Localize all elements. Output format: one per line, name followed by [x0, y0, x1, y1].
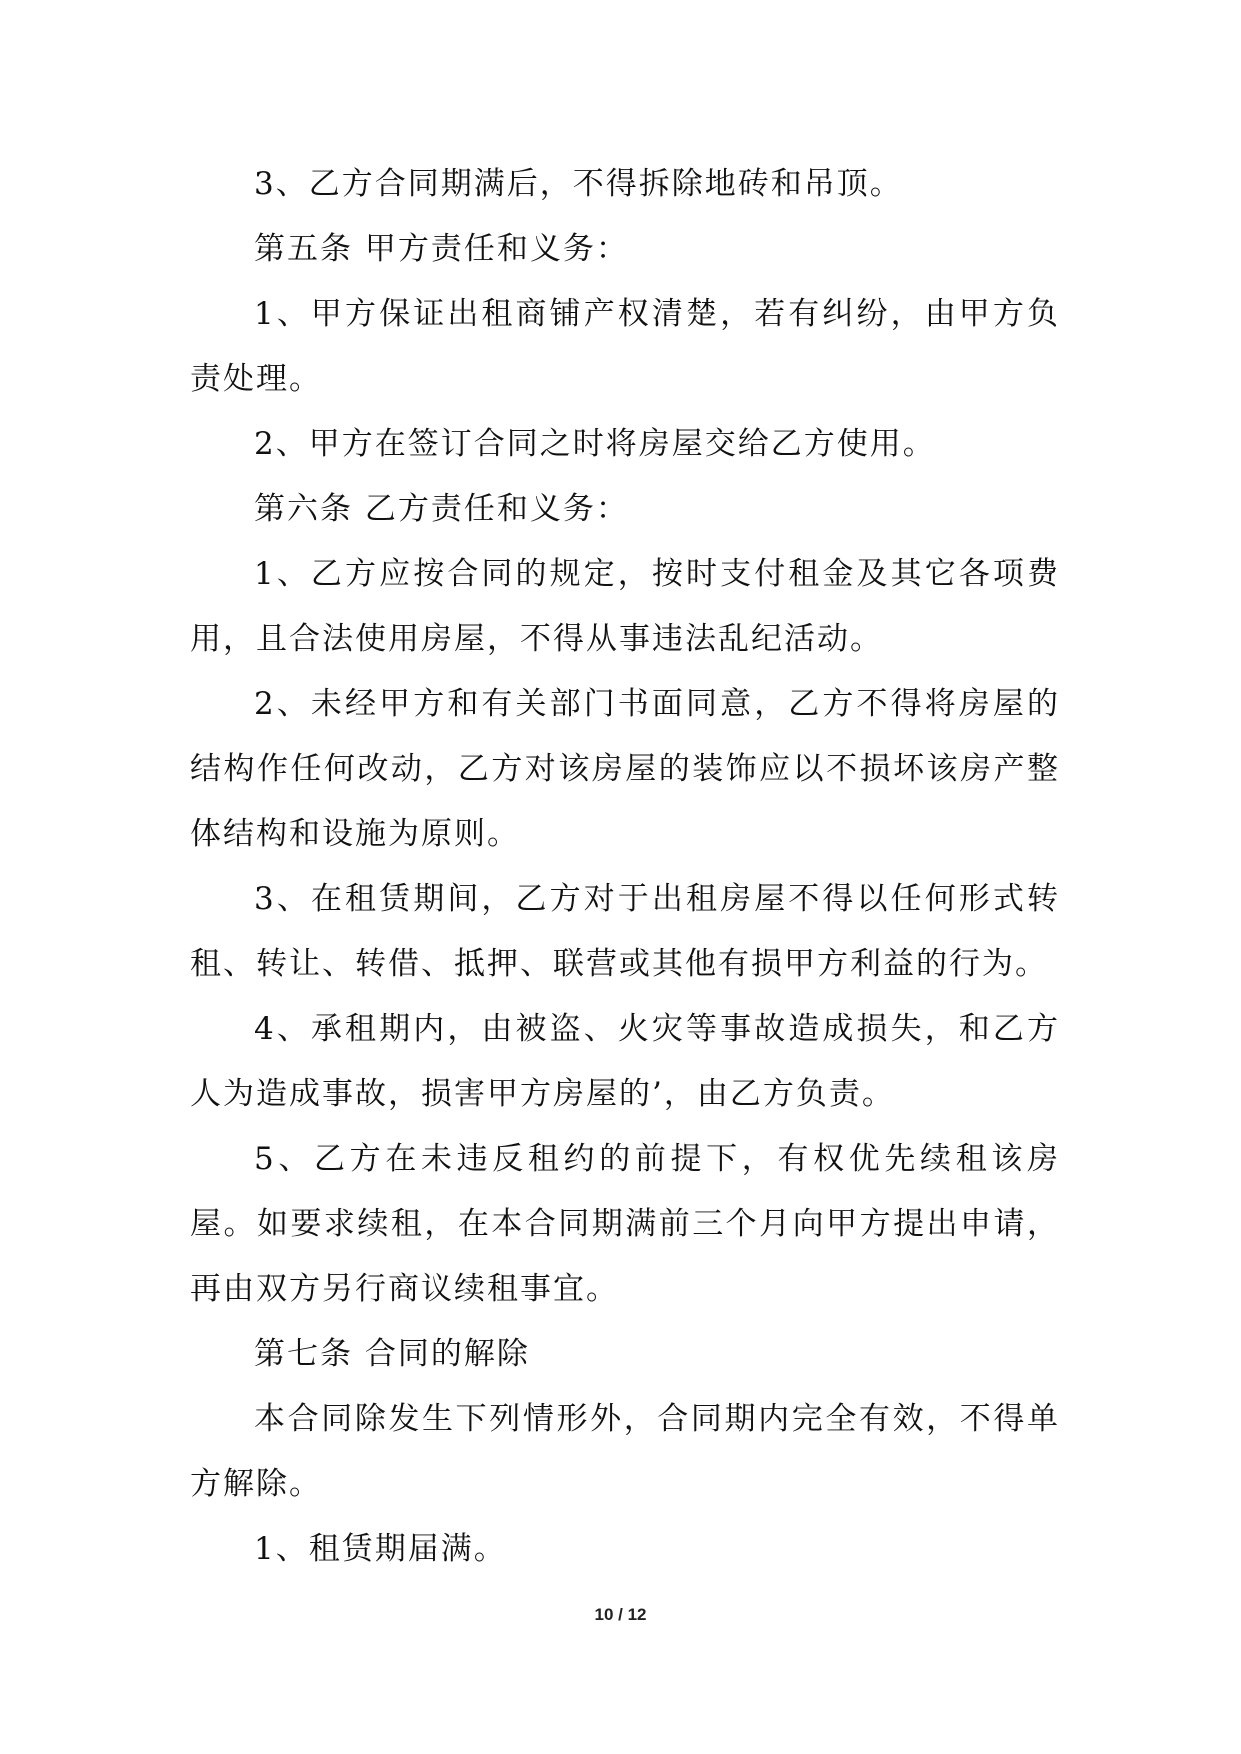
- heading-article-6: 第六条 乙方责任和义务：: [254, 491, 629, 527]
- page-number: 10 / 12: [594, 1605, 647, 1624]
- paragraph-clause-5-2: 2、甲方在签订合同之时将房屋交给乙方使用。: [254, 426, 936, 462]
- paragraph-clause-4-3: 3、乙方合同期满后，不得拆除地砖和吊顶。: [254, 166, 903, 202]
- document-body: [190, 152, 1060, 1582]
- heading-article-7: 第七条 合同的解除: [254, 1336, 530, 1372]
- paragraph-clause-6-2: 2、未经甲方和有关部门书面同意，乙方不得将房屋的结构作任何改动，乙方对该房屋的装饰应以不损坏该房产整体结构和设施为原则。: [190, 686, 1060, 852]
- paragraph-clause-6-1: 1、乙方应按合同的规定，按时支付租金及其它各项费用，且合法使用房屋，不得从事违法乱纪活动。: [190, 556, 1060, 657]
- paragraph-clause-6-4: 4、承租期内，由被盗、火灾等事故造成损失，和乙方人为造成事故，损害甲方房屋的’，由乙方负责。: [190, 1011, 1060, 1112]
- heading-article-5: 第五条 甲方责任和义务：: [254, 231, 629, 267]
- paragraph-clause-6-5: 5、乙方在未违反租约的前提下，有权优先续租该房屋。如要求续租，在本合同期满前三个月向甲方提出申请，再由双方另行商议续租事宜。: [190, 1141, 1060, 1307]
- paragraph-clause-7-1: 1、租赁期届满。: [254, 1531, 507, 1567]
- paragraph-clause-6-3: 3、在租赁期间，乙方对于出租房屋不得以任何形式转租、转让、转借、抵押、联营或其他有损甲方利益的行为。: [190, 881, 1060, 982]
- paragraph-article-7-intro: 本合同除发生下列情形外，合同期内完全有效，不得单方解除。: [190, 1401, 1060, 1502]
- paragraph-clause-5-1: 1、甲方保证出租商铺产权清楚，若有纠纷，由甲方负责处理。: [190, 296, 1060, 397]
